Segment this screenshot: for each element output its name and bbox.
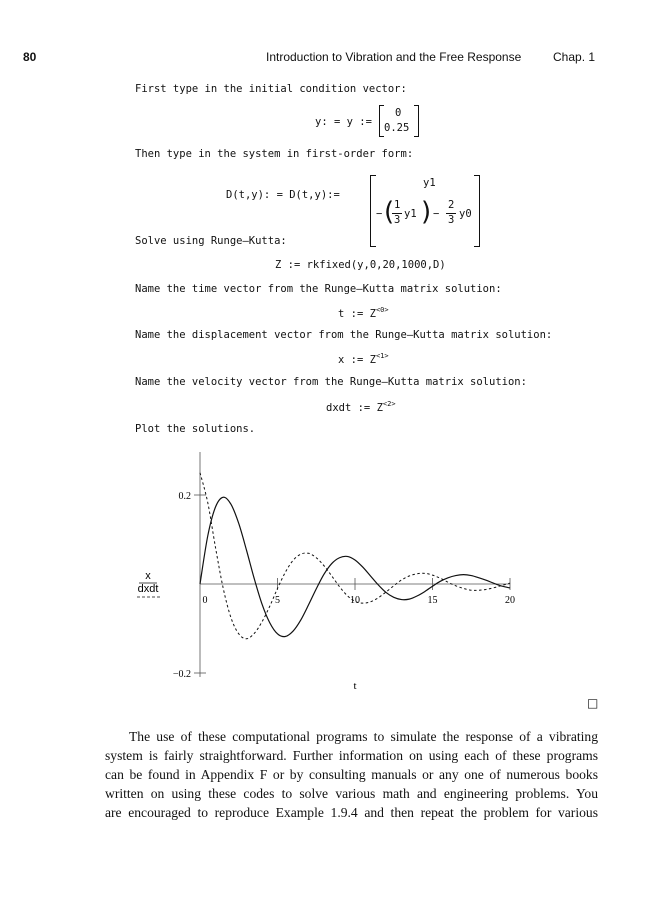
x-tick-label: 15 (427, 595, 438, 606)
first-order-text: Then type in the system in first-order form: (135, 148, 414, 160)
series-line-x (200, 497, 510, 636)
minus-sign: − (376, 208, 383, 220)
plot-series (200, 473, 510, 639)
fraction-numerator: 1 (394, 199, 401, 211)
matrix-entry: 0.25 (384, 122, 410, 134)
matrix-entry: 0 (395, 107, 402, 119)
x-tick-label: 5 (275, 595, 280, 606)
variable-y1: y1 (404, 208, 417, 220)
variable-y0: y0 (459, 208, 472, 220)
page-number: 80 (23, 50, 37, 64)
fraction-numerator: 2 (448, 199, 455, 211)
body-paragraph (105, 727, 598, 822)
plot-ticks (173, 491, 515, 680)
left-paren: ( (384, 197, 395, 227)
paragraph-line: system is fairly straightforward. Further information on using each of these programs (105, 748, 598, 763)
plot-instruction-text: Plot the solutions. (135, 423, 256, 435)
time-vector-equation: t := $Z^{<0>}$ (338, 306, 389, 320)
velocity-vector-equation: dxdt := $Z^{<2>}$ (326, 400, 396, 414)
end-of-example-marker: □ (587, 696, 599, 710)
x-tick-label: 10 (350, 595, 360, 606)
first-order-lhs: D(t,y): = D(t,y):= (226, 189, 340, 201)
paragraph-line: are encouraged to reproduce Example 1.9.4 and then repeat the problem for various (105, 805, 598, 820)
displacement-vector-text: Name the displacement vector from the Runge–Kutta matrix solution: (135, 329, 553, 341)
runge-kutta-equation: Z := rkfixed(y,0,20,1000,D) (275, 259, 446, 271)
runge-kutta-text: Solve using Runge–Kutta: (135, 235, 287, 247)
legend-label-dxdt: dxdt (137, 583, 159, 595)
chapter-label: Chap. 1 (553, 50, 596, 64)
paragraph-line: written on using these codes to solve various math and engineering problems. You (105, 786, 598, 801)
matrix-row-1: y1 (423, 177, 436, 189)
y-tick-label: −0.2 (172, 669, 191, 680)
legend-label-x: x (145, 570, 151, 582)
running-title: Introduction to Vibration and the Free Response (266, 50, 522, 64)
x-axis-label: t (353, 680, 357, 692)
paragraph-line: can be found in Appendix F or by consulting manuals or any one of numerous books (105, 767, 598, 782)
fraction-denominator: 3 (394, 214, 401, 226)
paragraph-line: The use of these computational programs to simulate the response of a vibrating (129, 729, 598, 744)
right-paren: ) (421, 197, 432, 227)
time-vector-text: Name the time vector from the Runge–Kutta matrix solution: (135, 283, 502, 295)
velocity-vector-text: Name the velocity vector from the Runge–Kutta matrix solution: (135, 376, 527, 388)
series-line-dxdt (200, 473, 510, 639)
x-tick-label: 0 (202, 595, 208, 606)
displacement-vector-equation: x := $Z^{<1>}$ (338, 352, 389, 366)
x-tick-label: 20 (505, 595, 515, 606)
minus-sign: − (433, 208, 440, 220)
initial-condition-text: First type in the initial condition vector: (135, 83, 407, 95)
y-tick-label: 0.2 (178, 491, 191, 502)
plot-axes (200, 452, 510, 677)
initial-condition-lhs: y: = y := (315, 116, 372, 128)
fraction-denominator: 3 (448, 214, 455, 226)
